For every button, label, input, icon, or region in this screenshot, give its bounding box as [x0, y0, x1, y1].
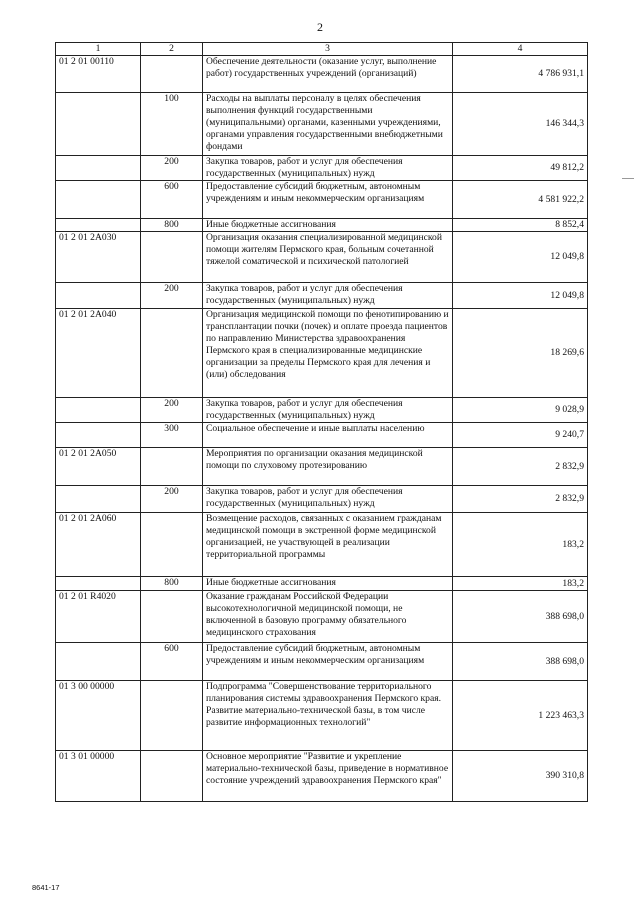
amount: 146 344,3	[453, 93, 588, 156]
expense-type	[141, 56, 203, 93]
amount: 9 240,7	[453, 423, 588, 448]
item-name: Предоставление субсидий бюджетным, автономным учреждениям и иным некоммерческим организациям	[203, 643, 453, 681]
table-row	[56, 309, 588, 398]
expense-type	[141, 232, 203, 283]
item-name: Социальное обеспечение и иные выплаты населению	[203, 423, 453, 448]
header-row	[56, 43, 588, 56]
expense-type: 600	[141, 643, 203, 681]
table-row	[56, 56, 588, 93]
amount: 388 698,0	[453, 643, 588, 681]
amount: 9 028,9	[453, 398, 588, 423]
table-row	[56, 219, 588, 232]
table-row	[56, 591, 588, 643]
item-name: Закупка товаров, работ и услуг для обеспечения государственных (муниципальных) нужд	[203, 156, 453, 181]
target-code: 01 2 01 R4020	[56, 591, 141, 643]
table-row	[56, 751, 588, 802]
item-name: Организация медицинской помощи по фенотипированию и трансплантации почки (почек) и оплате проезда пациентов по направлению Министерства здравоохранения Пермского края в специализированные медицинские организации за пределы Пермского края для лечения и (или) обследования	[203, 309, 453, 398]
table-row	[56, 448, 588, 486]
target-code	[56, 283, 141, 309]
table-row	[56, 156, 588, 181]
amount: 2 832,9	[453, 486, 588, 513]
amount: 1 223 463,3	[453, 681, 588, 751]
expense-type	[141, 751, 203, 802]
expense-type	[141, 309, 203, 398]
column-header-2: 2	[141, 43, 203, 56]
item-name: Закупка товаров, работ и услуг для обеспечения государственных (муниципальных) нужд	[203, 486, 453, 513]
expense-type: 200	[141, 283, 203, 309]
item-name: Иные бюджетные ассигнования	[203, 219, 453, 232]
table-row	[56, 232, 588, 283]
expense-type	[141, 448, 203, 486]
item-name: Подпрограмма "Совершенствование территориального планирования системы здравоохранения Пермского края. Развитие материально-технической базы, в том числе развитие информационных технологий"	[203, 681, 453, 751]
target-code	[56, 219, 141, 232]
column-header-4: 4	[453, 43, 588, 56]
item-name: Организация оказания специализированной медицинской помощи жителям Пермского края, больным сочетанной тяжелой соматической и психической патологией	[203, 232, 453, 283]
expense-type: 800	[141, 219, 203, 232]
table-row	[56, 181, 588, 219]
table-row	[56, 398, 588, 423]
amount: 183,2	[453, 577, 588, 591]
table-row	[56, 423, 588, 448]
target-code: 01 3 01 00000	[56, 751, 141, 802]
target-code: 01 2 01 2А030	[56, 232, 141, 283]
table-row	[56, 577, 588, 591]
table-row	[56, 486, 588, 513]
expense-type: 100	[141, 93, 203, 156]
target-code	[56, 423, 141, 448]
amount: 390 310,8	[453, 751, 588, 802]
document-code: 8641-17	[32, 883, 60, 892]
item-name: Основное мероприятие "Развитие и укрепление материально-технической базы, приведение в нормативное состояние учреждений здравоохранения Пермского края"	[203, 751, 453, 802]
expense-type: 600	[141, 181, 203, 219]
amount: 388 698,0	[453, 591, 588, 643]
target-code	[56, 486, 141, 513]
expense-type: 200	[141, 398, 203, 423]
expense-type	[141, 513, 203, 577]
budget-table	[55, 42, 588, 802]
item-name: Мероприятия по организации оказания медицинской помощи по слуховому протезированию	[203, 448, 453, 486]
expense-type	[141, 681, 203, 751]
amount: 12 049,8	[453, 283, 588, 309]
target-code	[56, 398, 141, 423]
amount: 12 049,8	[453, 232, 588, 283]
column-header-1: 1	[56, 43, 141, 56]
item-name: Оказание гражданам Российской Федерации высокотехнологичной медицинской помощи, не включенной в базовую программу обязательного медицинского страхования	[203, 591, 453, 643]
item-name: Обеспечение деятельности (оказание услуг, выполнение работ) государственных учреждений (организаций)	[203, 56, 453, 93]
target-code	[56, 181, 141, 219]
target-code: 01 2 01 2А040	[56, 309, 141, 398]
column-header-3: 3	[203, 43, 453, 56]
amount: 183,2	[453, 513, 588, 577]
amount: 2 832,9	[453, 448, 588, 486]
target-code: 01 2 01 2А060	[56, 513, 141, 577]
expense-type: 300	[141, 423, 203, 448]
target-code: 01 2 01 2А050	[56, 448, 141, 486]
amount: 4 786 931,1	[453, 56, 588, 93]
page-number: 2	[317, 20, 323, 34]
table-row	[56, 513, 588, 577]
item-name: Предоставление субсидий бюджетным, автономным учреждениям и иным некоммерческим организациям	[203, 181, 453, 219]
item-name: Закупка товаров, работ и услуг для обеспечения государственных (муниципальных) нужд	[203, 398, 453, 423]
item-name: Расходы на выплаты персоналу в целях обеспечения выполнения функций государственными (муниципальными) органами, казенными учреждениями, органами управления государственными внебюджетными фондами	[203, 93, 453, 156]
amount: 49 812,2	[453, 156, 588, 181]
expense-type: 800	[141, 577, 203, 591]
expense-type: 200	[141, 156, 203, 181]
expense-type	[141, 591, 203, 643]
table-row	[56, 283, 588, 309]
target-code	[56, 93, 141, 156]
amount: 8 852,4	[453, 219, 588, 232]
target-code	[56, 156, 141, 181]
target-code	[56, 577, 141, 591]
table-row	[56, 643, 588, 681]
expense-type: 200	[141, 486, 203, 513]
target-code: 01 2 01 00110	[56, 56, 141, 93]
table-row	[56, 93, 588, 156]
table-row	[56, 681, 588, 751]
item-name: Возмещение расходов, связанных с оказанием гражданам медицинской помощи в экстренной форме медицинской организацией, не участвующей в реализации территориальной программы	[203, 513, 453, 577]
item-name: Закупка товаров, работ и услуг для обеспечения государственных (муниципальных) нужд	[203, 283, 453, 309]
target-code	[56, 643, 141, 681]
target-code: 01 3 00 00000	[56, 681, 141, 751]
amount: 18 269,6	[453, 309, 588, 398]
edge-mark	[622, 178, 634, 179]
amount: 4 581 922,2	[453, 181, 588, 219]
item-name: Иные бюджетные ассигнования	[203, 577, 453, 591]
